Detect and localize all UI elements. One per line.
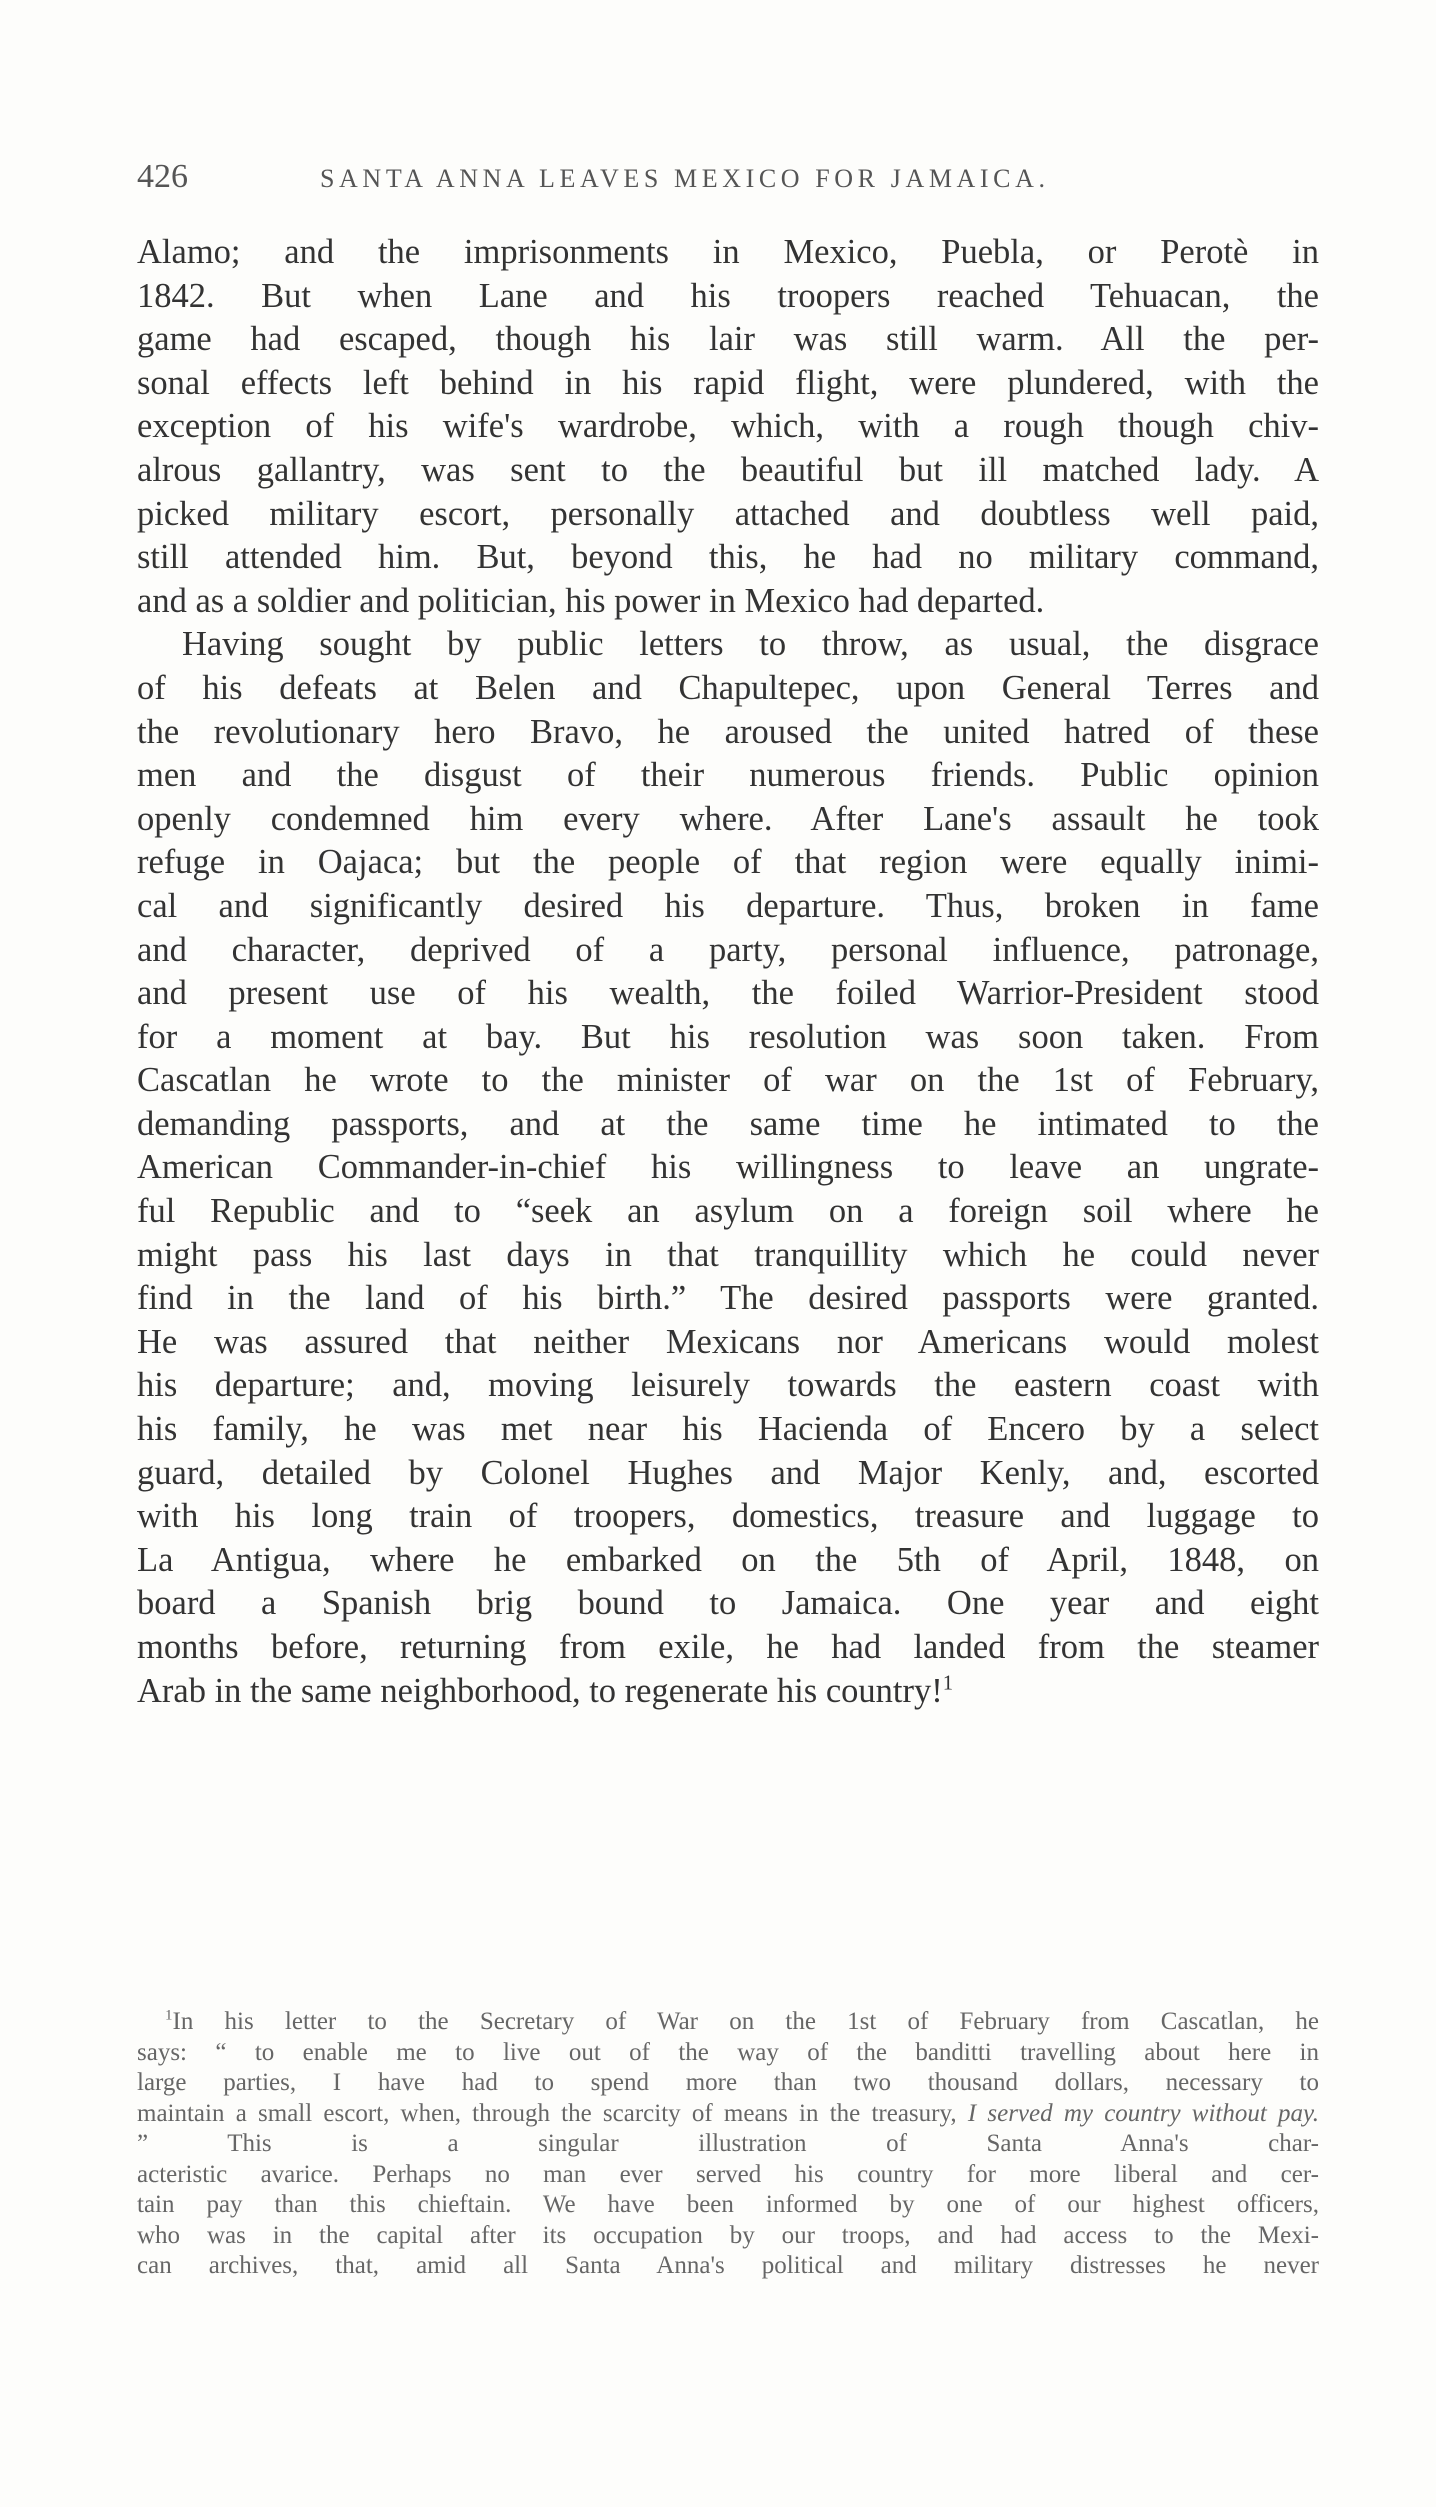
footnote-text: maintain a small escort, when, through the scarcity of means in the treasury, [137, 2099, 968, 2127]
text-line: and present use of his wealth, the foiled Warrior-President stood [137, 974, 1319, 1013]
footnote-line: who was in the capital after its occupation by our troops, and had access to the Mexi- [137, 2221, 1319, 2249]
footnote-line: tain pay than this chieftain. We have been informed by one of our highest officers, [137, 2191, 1319, 2218]
text-line: cal and significantly desired his departure. Thus, broken in fame [137, 886, 1319, 925]
text-line: American Commander-in-chief his willingness to leave an ungrate- [137, 1148, 1319, 1187]
page-number: 426 [137, 158, 188, 195]
footnote-line [137, 2099, 1319, 2130]
footnote-line: acteristic avarice. Perhaps no man ever served his country for more liberal and cer- [137, 2160, 1319, 2188]
footnote-mark: 1 [165, 2007, 173, 2024]
text-line: board a Spanish brig bound to Jamaica. One year and eight [137, 1584, 1319, 1623]
text-line: Arab in the same neighborhood, to regenerate his country! [137, 1671, 943, 1710]
footnote-text: In his letter to the Secretary of War on the 1st of February from Cascatlan, he [172, 2008, 1319, 2035]
footnote-line: ” This is a singular illustration of Santa Anna's char- [137, 2130, 1319, 2157]
text-line: and as a soldier and politician, his power in Mexico had departed. [137, 581, 1045, 620]
text-line: picked military escort, personally attached and doubtless well paid, [137, 494, 1319, 533]
text-line: refuge in Oajaca; but the people of that region were equally inimi- [137, 843, 1319, 882]
text-line-final [137, 1670, 1319, 1714]
footnote-line: says: “ to enable me to live out of the way of the banditti travelling about here in [137, 2038, 1319, 2066]
text-line: might pass his last days in that tranquillity which he could never [137, 1235, 1319, 1274]
text-line: La Antigua, where he embarked on the 5th of April, 1848, on [137, 1540, 1319, 1579]
text-line: openly condemned him every where. After Lane's assault he took [137, 799, 1319, 838]
text-line: He was assured that neither Mexicans nor Americans would molest [137, 1322, 1319, 1361]
text-line: find in the land of his birth.” The desired passports were granted. [137, 1279, 1319, 1318]
footnote [137, 2007, 1319, 2282]
text-line: alrous gallantry, was sent to the beautiful but ill matched lady. A [137, 450, 1319, 489]
footnote-line: can archives, that, amid all Santa Anna's political and military distresses he never [137, 2252, 1319, 2279]
text-line: for a moment at bay. But his resolution was soon taken. From [137, 1017, 1319, 1056]
text-line: men and the disgust of their numerous friends. Public opinion [137, 756, 1319, 795]
text-line: with his long train of troopers, domestics, treasure and luggage to [137, 1497, 1319, 1536]
running-title: SANTA ANNA LEAVES MEXICO FOR JAMAICA. [320, 164, 1050, 193]
text-line: 1842. But when Lane and his troopers reached Tehuacan, the [137, 276, 1319, 315]
page-header [137, 158, 1282, 210]
text-line: Cascatlan he wrote to the minister of war on the 1st of February, [137, 1061, 1319, 1100]
text-line: exception of his wife's wardrobe, which, with a rough though chiv- [137, 407, 1319, 446]
text-line: guard, detailed by Colonel Hughes and Major Kenly, and, escorted [137, 1453, 1319, 1492]
text-line: of his defeats at Belen and Chapultepec, upon General Terres and [137, 668, 1319, 707]
text-line: demanding passports, and at the same time he intimated to the [137, 1104, 1319, 1143]
main-text [137, 231, 1319, 1713]
footnote-line: large parties, I have had to spend more than two thousand dollars, necessary to [137, 2069, 1319, 2096]
text-line: game had escaped, though his lair was still warm. All the per- [137, 320, 1319, 359]
footnote-line [137, 2007, 1319, 2038]
text-line: Alamo; and the imprisonments in Mexico, Puebla, or Perotè in [137, 233, 1319, 271]
footnote-italic: I served my country without pay. [967, 2099, 1319, 2127]
text-line: sonal effects left behind in his rapid flight, were plundered, with the [137, 363, 1319, 402]
text-line: and character, deprived of a party, personal influence, patronage, [137, 930, 1319, 969]
text-line: ful Republic and to “seek an asylum on a foreign soil where he [137, 1192, 1319, 1231]
text-line: his departure; and, moving leisurely towards the eastern coast with [137, 1366, 1319, 1405]
footnote-reference[interactable]: 1 [942, 1672, 954, 1695]
text-line: his family, he was met near his Hacienda of Encero by a select [137, 1410, 1319, 1449]
text-line: Having sought by public letters to throw, as usual, the disgrace [182, 625, 1319, 664]
text-line: months before, returning from exile, he had landed from the steamer [137, 1628, 1319, 1666]
text-line: still attended him. But, beyond this, he had no military command, [137, 538, 1319, 577]
text-line: the revolutionary hero Bravo, he aroused the united hatred of these [137, 712, 1319, 751]
